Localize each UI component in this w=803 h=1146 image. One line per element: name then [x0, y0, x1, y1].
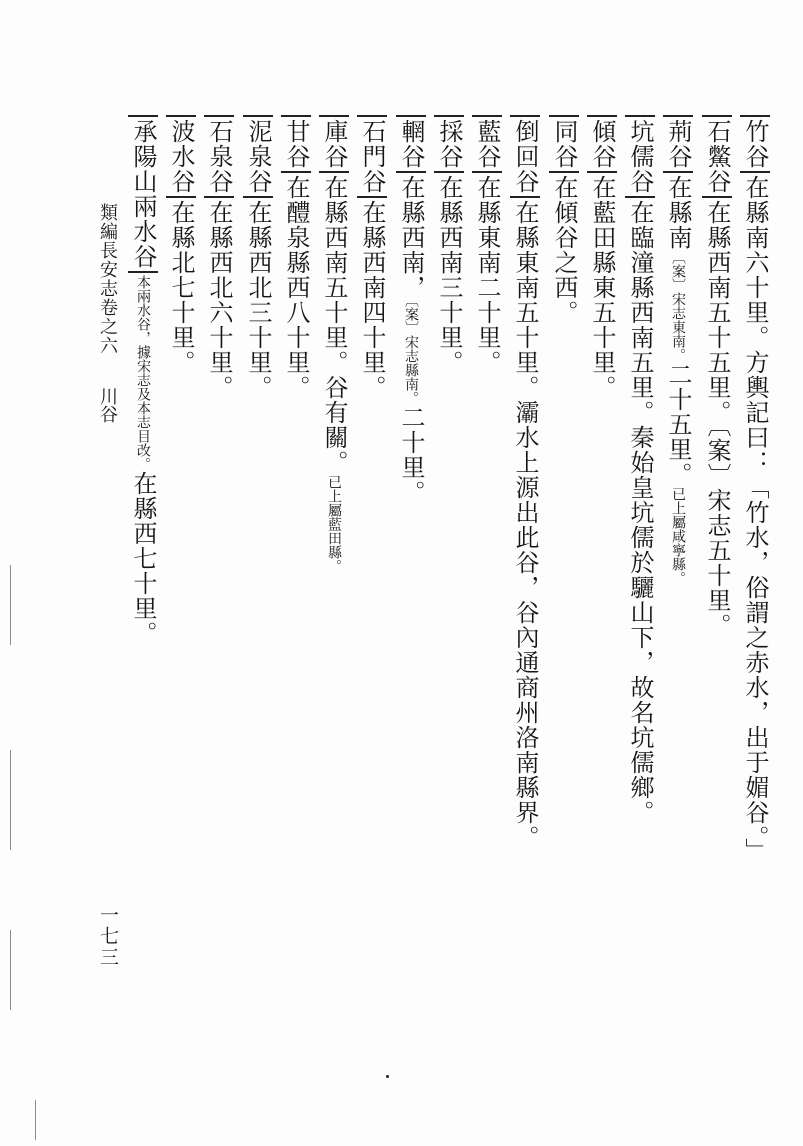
entry-text: 在藍田縣東五十里。 — [588, 175, 616, 400]
entry-title: 荊谷 — [663, 115, 693, 173]
margin-rule — [10, 750, 11, 850]
entry-title: 輞谷 — [396, 115, 426, 173]
entry-note: 本兩水谷，據宋志及本志目改。 — [135, 275, 151, 471]
entry-text: 在醴泉縣西八十里。 — [282, 175, 310, 400]
entry-text: 在縣東南二十里。 — [473, 175, 501, 375]
book-title-header: 類編長安志卷之六 — [97, 203, 118, 355]
entry-text: 在縣南 — [664, 175, 692, 250]
entry-title: 倒回谷 — [510, 115, 540, 198]
entry-title: 泥泉谷 — [243, 115, 273, 198]
entry-text: 在縣西北三十里。 — [244, 200, 272, 400]
entry-column — [587, 115, 617, 400]
entry-title: 同谷 — [549, 115, 579, 173]
entry-text: 在縣西南五十五里。〔案〕宋志五十里。 — [703, 200, 731, 638]
entry-title: 甘谷 — [281, 115, 311, 173]
entry-column — [663, 115, 693, 585]
entry-text-after: 二十里。 — [397, 405, 425, 505]
entry-column — [243, 115, 273, 400]
entry-column — [128, 115, 158, 646]
entry-column — [204, 115, 234, 400]
entry-column — [319, 115, 349, 573]
entry-column — [166, 115, 196, 375]
entry-title: 藍谷 — [472, 115, 502, 173]
entry-column — [625, 115, 655, 825]
entry-text: 在縣西南， — [397, 175, 425, 300]
entry-note: 已上屬藍田縣。 — [326, 475, 342, 573]
entry-text-after: 二十五里。 — [664, 362, 692, 487]
entry-text: 在縣西北六十里。 — [205, 200, 233, 400]
entry-title: 採谷 — [434, 115, 464, 173]
entry-column — [472, 115, 502, 375]
entry-text: 在縣北七十里。 — [167, 200, 195, 375]
entry-title: 傾谷 — [587, 115, 617, 173]
entry-column — [740, 115, 770, 863]
entry-text: 在縣西南三十里。 — [435, 175, 463, 375]
entry-title: 庫谷 — [319, 115, 349, 173]
entry-text: 在縣西七十里。 — [129, 471, 157, 646]
entry-title: 石泉谷 — [204, 115, 234, 198]
entry-title: 承陽山兩水谷 — [128, 115, 158, 273]
section-title: 川谷 — [97, 387, 118, 423]
vertical-text-block — [100, 115, 770, 863]
margin-rule — [10, 930, 11, 1010]
scan-speck — [386, 1075, 389, 1078]
entry-text: 在縣西南五十里。谷有關。 — [320, 175, 348, 475]
entry-column — [549, 115, 579, 325]
entry-text: 在縣南六十里。方輿記曰：「竹水，俗謂之赤水，出于媚谷。」 — [741, 175, 769, 863]
entry-column — [357, 115, 387, 400]
entry-title: 坑儒谷 — [625, 115, 655, 198]
entry-title: 石鱉谷 — [702, 115, 732, 198]
entry-column — [281, 115, 311, 400]
entry-note-after: 已上屬咸寧縣。 — [670, 487, 686, 585]
entry-text: 在傾谷之西。 — [550, 175, 578, 325]
entry-column — [396, 115, 426, 505]
entry-note: 〔案〕宋志縣南。 — [403, 300, 419, 405]
entry-note: 〔案〕宋志東南。 — [670, 250, 686, 362]
entry-column — [510, 115, 540, 850]
entry-text: 在臨潼縣西南五里。秦始皇坑儒於驪山下，故名坑儒鄉。 — [626, 200, 654, 825]
entry-title: 波水谷 — [166, 115, 196, 198]
page-number: 一七三 — [97, 905, 119, 968]
entry-title: 石門谷 — [357, 115, 387, 198]
entry-column — [702, 115, 732, 638]
margin-rule — [10, 565, 11, 645]
entry-text: 在縣東南五十里。灞水上源出此谷，谷內通商州洛南縣界。 — [511, 200, 539, 850]
margin-rule — [35, 1100, 36, 1140]
entry-text: 在縣西南四十里。 — [358, 200, 386, 400]
entry-column — [434, 115, 464, 375]
entry-title: 竹谷 — [740, 115, 770, 173]
